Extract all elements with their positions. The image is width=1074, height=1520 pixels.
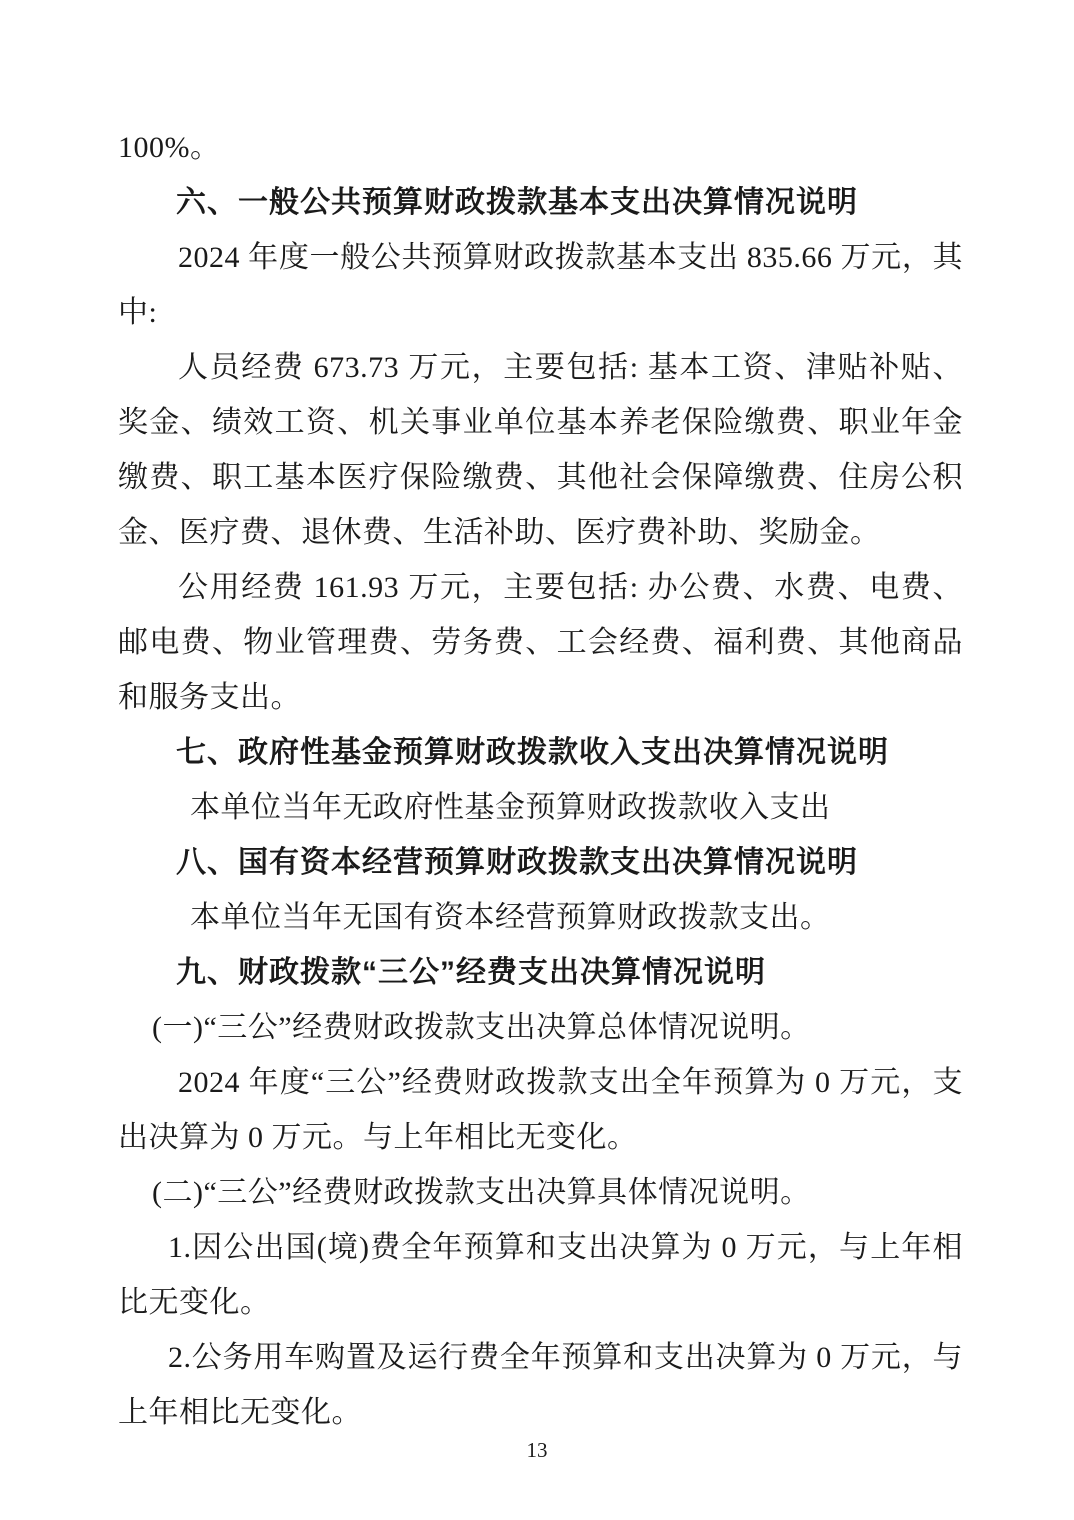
paragraph-percent-continuation: 100%。 (118, 131, 221, 164)
sub-heading-specific-situation: (二)“三公”经费财政拨款支出决算具体情况说明。 (152, 1176, 811, 1209)
paragraph-item-1-overseas-travel: 1.因公出国(境)费全年预算和支出决算为 0 万元，与上年相比无变化。 (118, 1231, 963, 1319)
paragraph-basic-expenditure-total: 2024 年度一般公共预算财政拨款基本支出 835.66 万元，其中: (118, 241, 963, 329)
paragraph-public-funds: 公用经费 161.93 万元，主要包括: 办公费、水费、电费、邮电费、物业管理费、劳务费、工会经费、福利费、其他商品和服务支出。 (118, 571, 963, 714)
page-number: 13 (526, 1438, 548, 1462)
section-heading-9-three-public-funds: 九、财政拨款“三公”经费支出决算情况说明 (176, 956, 766, 989)
paragraph-personnel-funds: 人员经费 673.73 万元，主要包括: 基本工资、津贴补贴、奖金、绩效工资、机关事业单位基本养老保险缴费、职业年金缴费、职工基本医疗保险缴费、其他社会保障缴费、住房公积金、医疗费、退休费、生活补助、医疗费补助、奖励金。 (118, 351, 963, 549)
paragraph-item-2-official-vehicles: 2.公务用车购置及运行费全年预算和支出决算为 0 万元，与上年相比无变化。 (118, 1341, 963, 1429)
section-heading-6-basic-expenditure: 六、一般公共预算财政拨款基本支出决算情况说明 (176, 186, 858, 219)
document-body (118, 120, 963, 1440)
paragraph-no-state-capital: 本单位当年无国有资本经营预算财政拨款支出。 (190, 901, 831, 934)
section-heading-8-state-capital: 八、国有资本经营预算财政拨款支出决算情况说明 (176, 846, 858, 879)
paragraph-three-public-budget: 2024 年度“三公”经费财政拨款支出全年预算为 0 万元，支出决算为 0 万元。与上年相比无变化。 (118, 1066, 963, 1154)
section-heading-7-government-fund: 七、政府性基金预算财政拨款收入支出决算情况说明 (176, 736, 889, 769)
paragraph-no-government-fund: 本单位当年无政府性基金预算财政拨款收入支出 (190, 791, 831, 824)
sub-heading-overall-situation: (一)“三公”经费财政拨款支出决算总体情况说明。 (152, 1011, 811, 1044)
